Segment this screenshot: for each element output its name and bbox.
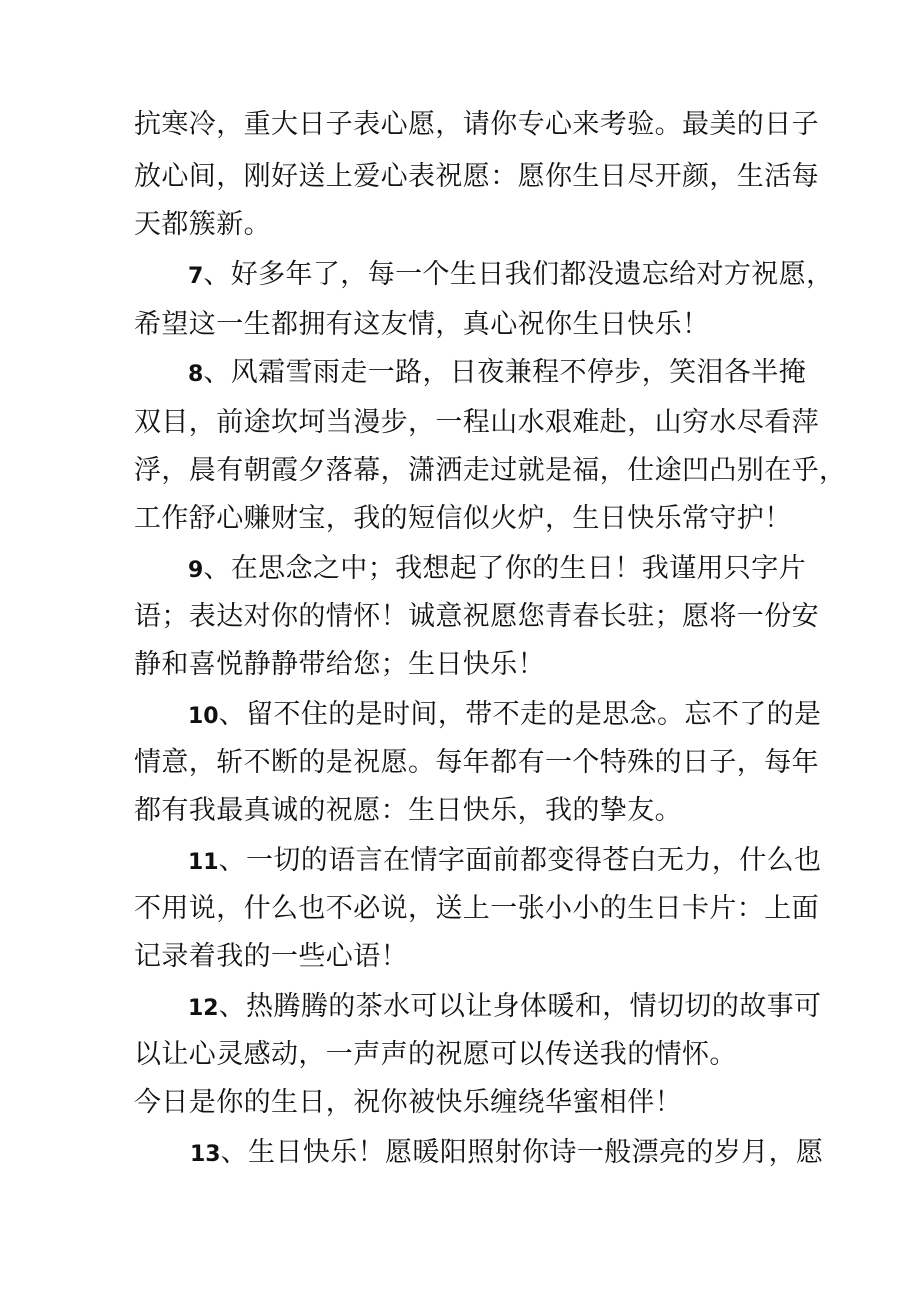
text-line: 记录着我的一些心语！ <box>134 941 408 972</box>
item-number: 11 <box>188 850 219 875</box>
text-line: 以让心灵感动，一声声的祝愿可以传送我的情怀。 <box>134 1039 737 1070</box>
text-line: 浮，晨有朝霞夕落幕，潇洒走过就是福，仕途凹凸别在乎， <box>134 455 847 486</box>
list-item-9-line-1 <box>188 547 806 591</box>
text-line: 天都簇新。 <box>134 209 271 240</box>
text-line: 、在思念之中；我想起了你的生日！我谨用只字片 <box>203 553 807 584</box>
text-line: 、风霜雪雨走一路，日夜兼程不停步，笑泪各半掩 <box>203 357 807 388</box>
text-line: 工作舒心赚财宝，我的短信似火炉，生日快乐常守护！ <box>134 503 792 534</box>
item-number: 13 <box>190 1142 221 1167</box>
text-line: 语；表达对你的情怀！诚意祝愿您青春长驻；愿将一份安 <box>134 601 819 632</box>
text-line: 今日是你的生日，祝你被快乐缠绕华蜜相伴！ <box>134 1087 682 1118</box>
text-line: 、好多年了，每一个生日我们都没遗忘给对方祝愿， <box>203 259 834 290</box>
list-item-8-line-1 <box>188 351 806 395</box>
item-number: 9 <box>188 558 204 583</box>
text-line: 都有我最真诚的祝愿：生日快乐，我的挚友。 <box>134 795 682 826</box>
text-line: 抗寒冷，重大日子表心愿，请你专心来考验。最美的日子 <box>134 109 819 140</box>
list-item-11-line-1 <box>188 839 821 883</box>
text-line: 、留不住的是时间，带不走的是思念。忘不了的是 <box>218 699 822 730</box>
text-line: 放心间，刚好送上爱心表祝愿：愿你生日尽开颜，生活每 <box>134 161 819 192</box>
text-line: 、生日快乐！愿暖阳照射你诗一般漂亮的岁月，愿 <box>220 1137 824 1168</box>
text-line: 情意，斩不断的是祝愿。每年都有一个特殊的日子，每年 <box>134 747 819 778</box>
list-item-10-line-1 <box>188 693 821 737</box>
text-line: 、一切的语言在情字面前都变得苍白无力，什么也 <box>218 845 822 876</box>
list-item-12-line-1 <box>188 985 821 1029</box>
list-item-7-line-1 <box>188 253 834 297</box>
item-number: 10 <box>188 704 219 729</box>
text-line: 双目，前途坎坷当漫步，一程山水艰难赴，山穷水尽看萍 <box>134 407 819 438</box>
text-line: 、热腾腾的茶水可以让身体暖和，情切切的故事可 <box>218 991 822 1022</box>
item-number: 8 <box>188 362 204 387</box>
list-item-13-line-1 <box>190 1131 823 1175</box>
text-line: 不用说，什么也不必说，送上一张小小的生日卡片：上面 <box>134 893 819 924</box>
item-number: 7 <box>188 264 204 289</box>
text-line: 静和喜悦静静带给您；生日快乐！ <box>134 649 545 680</box>
item-number: 12 <box>188 996 219 1021</box>
text-line: 希望这一生都拥有这友情，真心祝你生日快乐！ <box>134 309 710 340</box>
